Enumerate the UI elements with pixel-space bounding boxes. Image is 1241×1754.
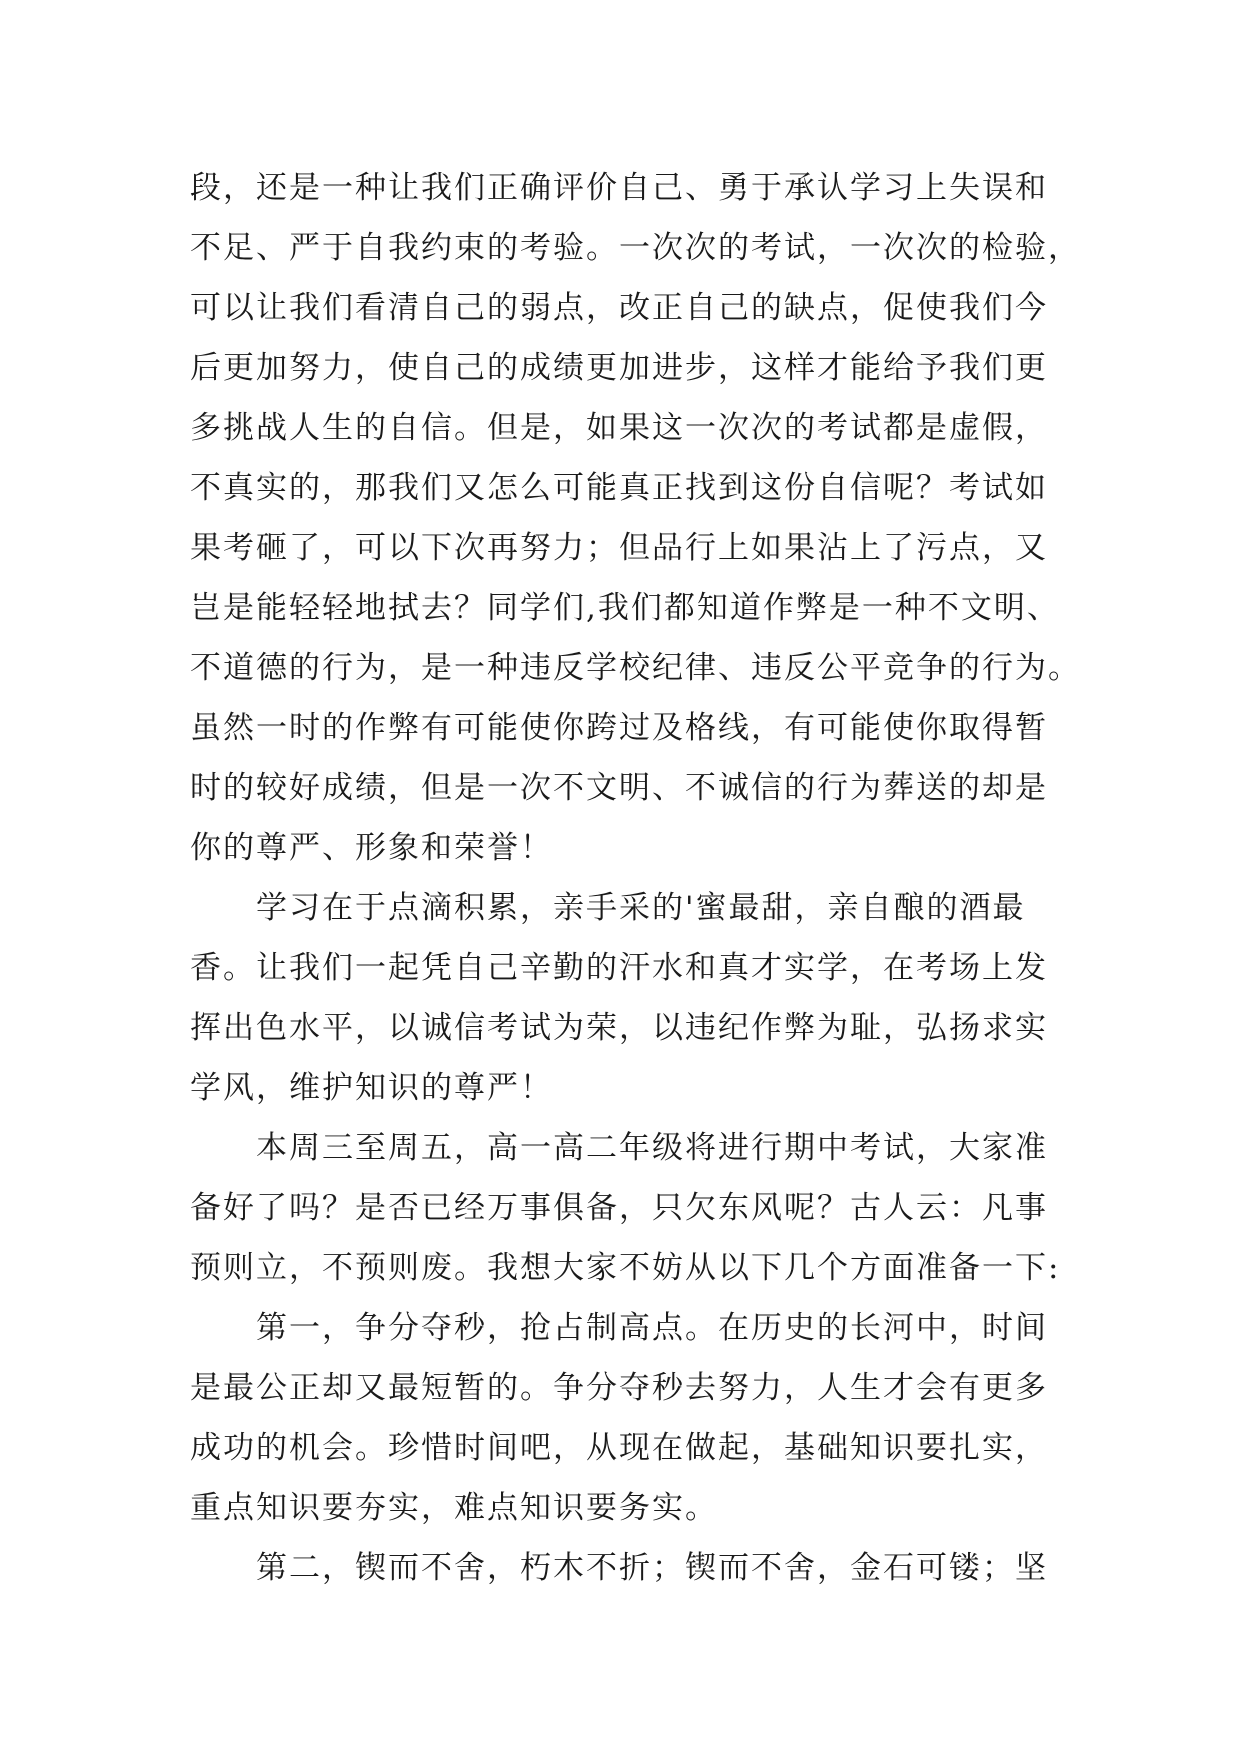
text-line: 果考砸了，可以下次再努力；但品行上如果沾上了污点，又 xyxy=(190,530,1048,566)
document-body xyxy=(190,158,1081,1598)
text-line: 你的尊严、形象和荣誉！ xyxy=(190,830,553,866)
text-line: 预则立，不预则废。我想大家不妨从以下几个方面准备一下: xyxy=(190,1250,1061,1286)
text-line: 学风，维护知识的尊严！ xyxy=(190,1070,553,1106)
text-line: 不足、严于自我约束的考验。一次次的考试，一次次的检验， xyxy=(190,230,1081,266)
text-line: 岂是能轻轻地拭去？同学们,我们都知道作弊是一种不文明、 xyxy=(190,590,1060,626)
text-line: 香。让我们一起凭自己辛勤的汗水和真才实学，在考场上发 xyxy=(190,950,1048,986)
text-line: 时的较好成绩，但是一次不文明、不诚信的行为葬送的却是 xyxy=(190,770,1048,806)
text-line: 段，还是一种让我们正确评价自己、勇于承认学习上失误和 xyxy=(190,170,1048,206)
text-line: 可以让我们看清自己的弱点，改正自己的缺点，促使我们今 xyxy=(190,290,1048,326)
text-line: 后更加努力，使自己的成绩更加进步，这样才能给予我们更 xyxy=(190,350,1048,386)
text-line: 成功的机会。珍惜时间吧，从现在做起，基础知识要扎实， xyxy=(190,1430,1048,1466)
text-line: 第二，锲而不舍，朽木不折；锲而不舍，金石可镂；坚 xyxy=(256,1550,1048,1586)
text-line: 本周三至周五，高一高二年级将进行期中考试，大家准 xyxy=(256,1130,1048,1166)
text-line: 学习在于点滴积累，亲手采的'蜜最甜，亲自酿的酒最 xyxy=(256,890,1026,926)
text-line: 备好了吗？是否已经万事俱备，只欠东风呢？古人云：凡事 xyxy=(190,1190,1048,1226)
text-line: 重点知识要夯实，难点知识要务实。 xyxy=(190,1490,718,1526)
text-line: 是最公正却又最短暂的。争分夺秒去努力，人生才会有更多 xyxy=(190,1370,1048,1406)
text-line: 多挑战人生的自信。但是，如果这一次次的考试都是虚假， xyxy=(190,410,1048,446)
text-line: 挥出色水平，以诚信考试为荣，以违纪作弊为耻，弘扬求实 xyxy=(190,1010,1048,1046)
text-line: 第一，争分夺秒，抢占制高点。在历史的长河中，时间 xyxy=(256,1310,1048,1346)
text-line: 不道德的行为，是一种违反学校纪律、违反公平竞争的行为。 xyxy=(190,650,1081,686)
text-line: 不真实的，那我们又怎么可能真正找到这份自信呢？考试如 xyxy=(190,470,1048,506)
text-line: 虽然一时的作弊有可能使你跨过及格线，有可能使你取得暂 xyxy=(190,710,1048,746)
